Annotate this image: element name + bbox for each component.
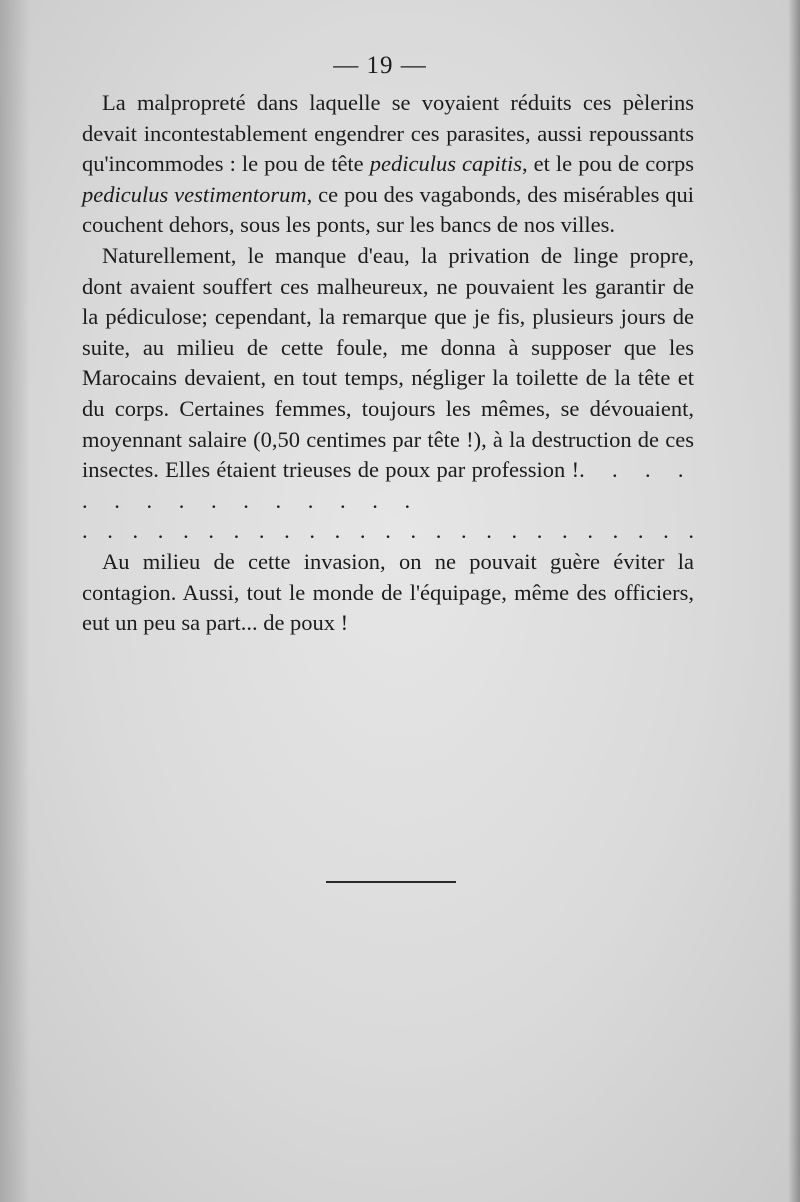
separator-dot: .	[511, 518, 518, 544]
text-run: , et le pou de corps	[521, 151, 694, 177]
body-text	[82, 88, 694, 639]
separator-dot: .	[460, 518, 467, 544]
separator-dot: .	[385, 518, 391, 544]
text-run: Au milieu de cette invasion, on ne pouvait guère éviter la contagion. Aussi, tout le monde de l'équipage, même des officiers, eut un peu sa part... de poux !	[82, 548, 694, 636]
page-number: — 19 —	[333, 52, 427, 79]
text-run: , ce pou des vagabonds, des misérables qui couchent dehors, sous les ponts, sur les bancs de nos villes.	[82, 181, 694, 238]
end-rule	[326, 881, 456, 883]
separator-dot: .	[486, 518, 492, 544]
separator-dot: .	[612, 518, 619, 544]
text-run: La malpropreté dans laquelle se voyaient réduits ces pèlerins devait incontestablement engendrer ces parasites, aussi repoussants qu'incommodes : le pou de tête	[82, 90, 694, 177]
separator-dot: .	[157, 518, 164, 544]
separator-dot: .	[688, 518, 694, 544]
latin-term: pediculus capitis	[369, 151, 522, 177]
separator-dot: .	[208, 518, 214, 544]
separator-dot: .	[107, 518, 113, 544]
text-run: Naturellement, le manque d'eau, la privation de linge propre, dont avaient souffert ces malheureux, ne pouvaient les garantir de la pédiculose; cependant, la remarque que je fis, plusieurs jours de suite, au milieu de cette foule, me donna à supposer que les Marocains devaient, en tout temps, négliger la toilette de la tête et du corps. Certaines femmes, toujours les mêmes, se dévouaient, moyennant salaire (0,50 centimes par tête !), à la destruction de ces insectes. Elles étaient trieuses de poux par profession !	[82, 242, 694, 483]
separator-dot: .	[309, 518, 316, 544]
page-shadow-right	[788, 0, 800, 1202]
separator-dot: .	[410, 518, 417, 544]
separator-dot: .	[132, 518, 139, 544]
separator-dot: .	[334, 518, 341, 544]
separator-dot: .	[637, 518, 644, 544]
separator-dot: .	[536, 518, 543, 544]
separator-dot: .	[587, 518, 593, 544]
separator-dot: .	[284, 518, 290, 544]
page-shadow-left	[0, 0, 30, 1202]
paragraph-contagion	[82, 547, 694, 639]
separator-dot: .	[359, 518, 366, 544]
paragraph-lice-types	[82, 88, 694, 241]
trailing-dots: . . . . . . . . . . . . . . .	[82, 457, 694, 513]
separator-dot: .	[258, 518, 265, 544]
separator-dot: .	[663, 518, 669, 544]
latin-term: pediculus vestimentorum	[82, 181, 307, 207]
paragraph-pediculosis	[82, 241, 694, 516]
separator-dot: .	[435, 518, 442, 544]
separator-dot: .	[562, 518, 568, 544]
separator-dot: .	[183, 518, 189, 544]
ellipsis-separator-line	[82, 516, 694, 547]
separator-dot: .	[233, 518, 240, 544]
separator-dot: .	[82, 518, 88, 544]
